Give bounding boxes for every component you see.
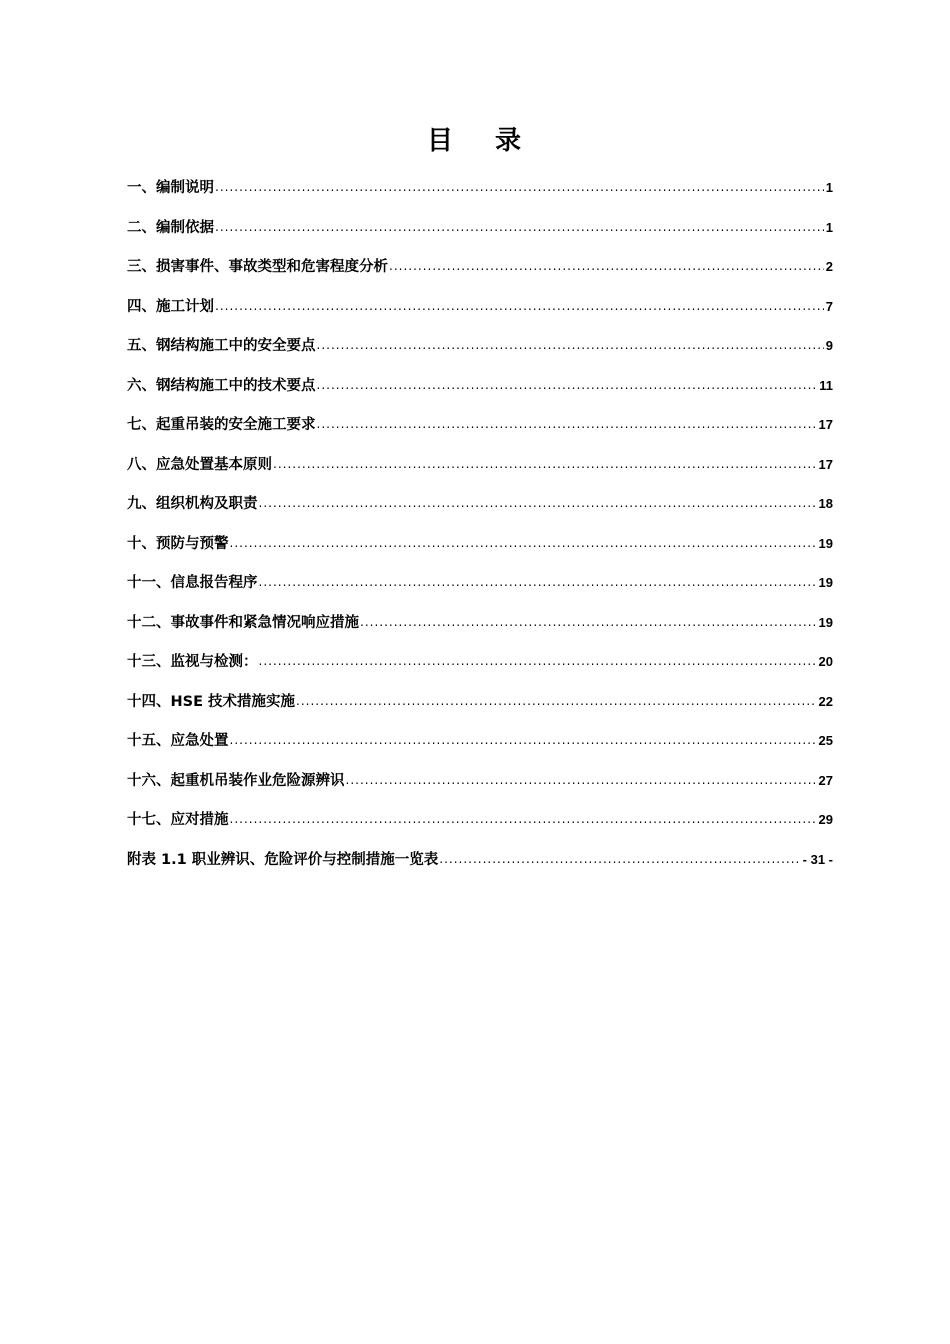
toc-entry[interactable] xyxy=(127,255,833,295)
toc-entry-page: 27 xyxy=(818,772,833,788)
toc-entry-page: 29 xyxy=(818,812,833,827)
toc-title-char-1: 目 xyxy=(426,126,455,156)
toc-dot-leader xyxy=(215,294,824,318)
toc-entry-label: 附表 1.1 职业辨识、危险评价与控制措施一览表 xyxy=(127,851,439,868)
toc-entry-label: 七、起重吊装的安全施工要求 xyxy=(127,417,316,433)
toc-entry-label: 十四、HSE 技术措施实施 xyxy=(127,693,296,710)
toc-entry[interactable] xyxy=(127,295,833,335)
toc-entry-page: 19 xyxy=(818,614,833,630)
toc-entry[interactable] xyxy=(127,650,833,690)
toc-dot-leader xyxy=(259,491,817,515)
toc-entry-label: 十六、起重机吊装作业危险源辨识 xyxy=(127,772,345,789)
toc-entry[interactable] xyxy=(127,611,833,651)
toc-entry-page: 2 xyxy=(825,259,833,274)
toc-entry-page: 19 xyxy=(818,535,833,551)
toc-entry[interactable] xyxy=(127,453,833,493)
toc-dot-leader xyxy=(360,610,817,634)
toc-entry-page: 11 xyxy=(819,377,833,393)
toc-dot-leader xyxy=(259,570,817,594)
toc-entry-page: 19 xyxy=(818,575,833,590)
toc-entry[interactable] xyxy=(127,492,833,532)
toc-list xyxy=(127,176,833,887)
toc-entry-label: 五、钢结构施工中的安全要点 xyxy=(127,338,316,354)
toc-entry[interactable] xyxy=(127,571,833,611)
toc-dot-leader xyxy=(215,215,824,239)
toc-entry-label: 十三、监视与检测： xyxy=(127,654,258,670)
toc-entry-label: 六、钢结构施工中的技术要点 xyxy=(127,377,316,394)
toc-title xyxy=(0,124,950,158)
toc-dot-leader xyxy=(317,333,824,357)
toc-dot-leader xyxy=(317,412,817,436)
toc-entry[interactable] xyxy=(127,532,833,572)
toc-entry[interactable] xyxy=(127,729,833,769)
toc-entry-label: 八、应急处置基本原则 xyxy=(127,456,272,473)
toc-dot-leader xyxy=(230,807,817,831)
toc-title-char-2: 录 xyxy=(495,126,524,156)
toc-entry-page: 1 xyxy=(825,219,833,235)
toc-entry-page: 17 xyxy=(818,417,833,432)
toc-entry[interactable] xyxy=(127,808,833,848)
toc-entry-label: 十五、应急处置 xyxy=(127,733,229,749)
toc-entry[interactable] xyxy=(127,690,833,730)
toc-entry-label: 十二、事故事件和紧急情况响应措施 xyxy=(127,614,359,631)
toc-entry-page: 7 xyxy=(825,298,833,314)
toc-entry-page: 1 xyxy=(825,180,833,195)
toc-entry[interactable] xyxy=(127,176,833,216)
toc-entry-page: 17 xyxy=(818,456,833,472)
toc-dot-leader xyxy=(215,175,824,199)
toc-entry-page: 9 xyxy=(825,338,833,353)
toc-dot-leader xyxy=(296,689,817,713)
toc-entry[interactable] xyxy=(127,216,833,256)
toc-dot-leader xyxy=(273,452,817,476)
toc-entry-page: - 31 - xyxy=(802,851,833,867)
toc-entry[interactable] xyxy=(127,334,833,374)
toc-entry[interactable] xyxy=(127,848,833,888)
toc-entry[interactable] xyxy=(127,374,833,414)
toc-entry-page: 18 xyxy=(818,496,833,511)
toc-dot-leader xyxy=(259,649,817,673)
toc-entry-label: 二、编制依据 xyxy=(127,219,214,236)
toc-entry[interactable] xyxy=(127,769,833,809)
toc-dot-leader xyxy=(346,768,817,792)
toc-dot-leader xyxy=(389,254,824,278)
toc-entry-label: 九、组织机构及职责 xyxy=(127,496,258,512)
toc-entry-label: 一、编制说明 xyxy=(127,180,214,196)
toc-entry-page: 20 xyxy=(818,654,833,669)
toc-dot-leader xyxy=(439,847,800,871)
toc-entry-page: 22 xyxy=(818,693,833,709)
toc-dot-leader xyxy=(230,531,817,555)
toc-entry-label: 十一、信息报告程序 xyxy=(127,575,258,591)
toc-entry-label: 四、施工计划 xyxy=(127,298,214,315)
toc-entry-label: 十、预防与预警 xyxy=(127,535,229,552)
toc-dot-leader xyxy=(317,373,818,397)
toc-entry-label: 三、损害事件、事故类型和危害程度分析 xyxy=(127,259,388,275)
toc-entry-page: 25 xyxy=(818,733,833,748)
toc-entry[interactable] xyxy=(127,413,833,453)
toc-dot-leader xyxy=(230,728,817,752)
toc-entry-label: 十七、应对措施 xyxy=(127,812,229,828)
